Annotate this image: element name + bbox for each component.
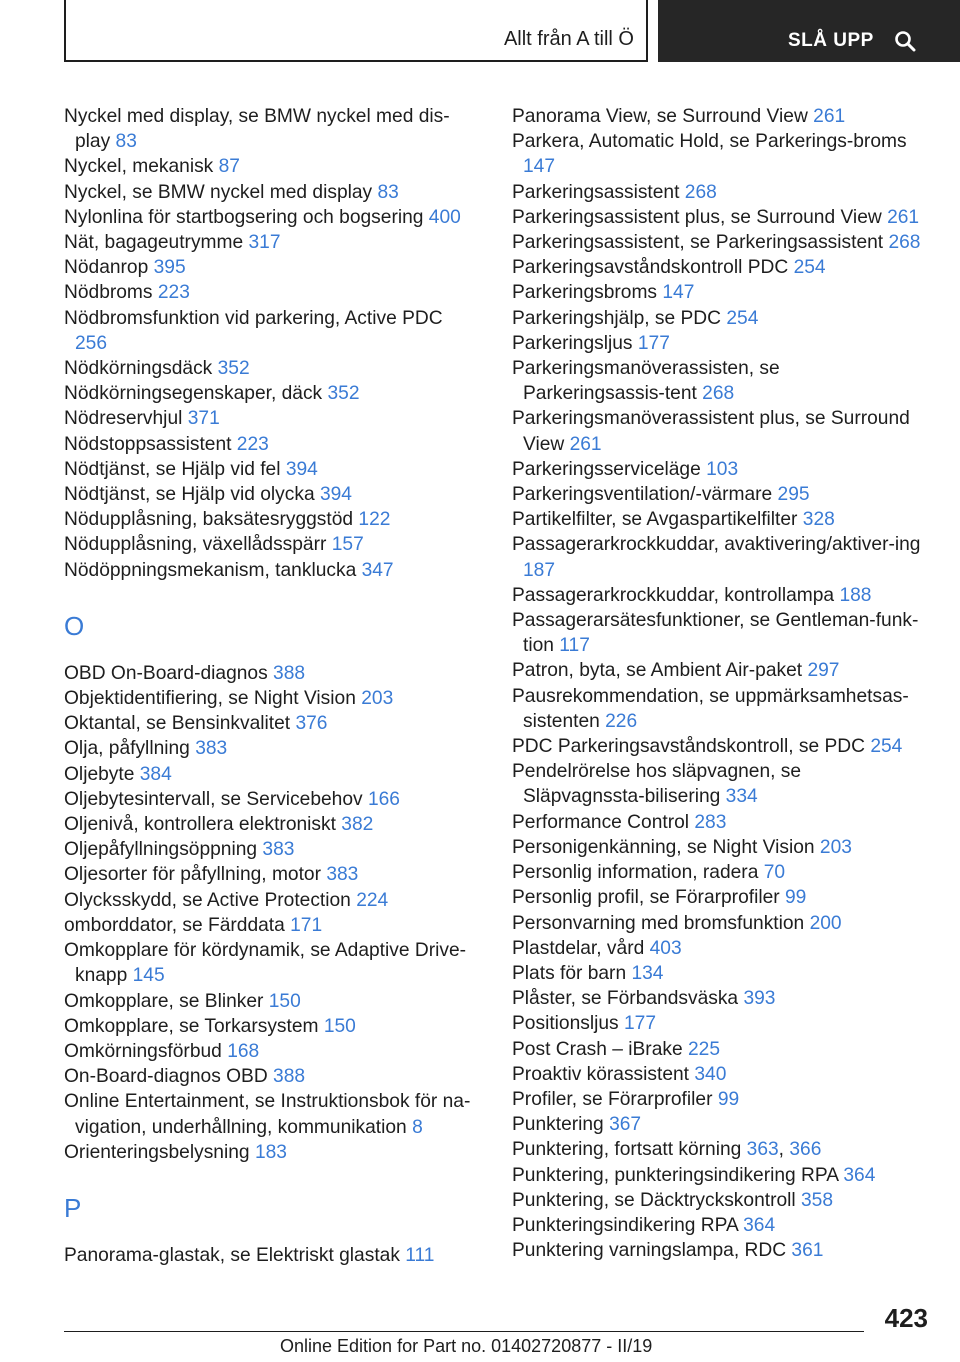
index-entry-text: Panorama View, se Surround View — [512, 106, 808, 127]
index-entry-text: Pausrekommendation, se uppmärksamhetsas-sistenten — [512, 685, 909, 732]
page-link[interactable]: 383 — [262, 839, 295, 861]
index-entry — [64, 913, 474, 938]
index-entry-text: Positionsljus — [512, 1013, 619, 1035]
index-entry-text: Nödupplåsning, baksätesryggstöd — [64, 509, 354, 531]
index-entry-text: Partikelfilter, se Avgaspartikelfilter — [512, 509, 798, 531]
index-entry — [512, 1213, 922, 1238]
page-link[interactable]: 328 — [802, 509, 835, 531]
index-entry-text: Personvarning med bromsfunktion — [512, 912, 805, 934]
index-entry — [64, 532, 474, 557]
index-entry — [64, 482, 474, 507]
index-entry — [64, 507, 474, 532]
index-entry-text: Nödtjänst, se Hjälp vid fel — [64, 458, 281, 480]
index-entry — [512, 306, 922, 331]
index-entry-text: Oljebytesintervall, se Servicebehov — [64, 788, 363, 810]
section-letter: P — [64, 1192, 82, 1223]
index-entry — [64, 230, 474, 255]
index-entry — [64, 938, 474, 988]
index-column-right — [512, 104, 922, 1263]
index-entry-text: Nödkörningsegenskaper, däck — [64, 383, 323, 405]
index-entry-text: Punktering — [512, 1114, 604, 1136]
index-entry-text: Nödöppningsmekanism, tanklucka — [64, 559, 357, 581]
page-link[interactable]: 384 — [139, 763, 172, 785]
section-letter: O — [64, 610, 85, 641]
index-entry-text: Parkera, Automatic Hold, se Parkerings-broms — [512, 131, 907, 153]
page-link[interactable]: 83 — [115, 131, 137, 153]
page-link[interactable]: 99 — [717, 1088, 740, 1110]
index-entry-text: Personigenkänning, se Night Vision — [512, 836, 815, 858]
page-link[interactable]: 224 — [356, 889, 389, 911]
index-entry-text: Plastdelar, vård — [512, 937, 645, 959]
index-entry — [64, 661, 474, 686]
index-entry-text: Nyckel, se BMW nyckel med display — [64, 181, 373, 203]
index-entry — [64, 1089, 474, 1139]
index-entry-text: On-Board-diagnos OBD — [64, 1066, 268, 1088]
index-entry — [64, 154, 474, 179]
page-link[interactable]: 147 — [662, 282, 695, 304]
page-link[interactable]: 388 — [273, 1066, 306, 1088]
index-entry — [512, 1037, 922, 1062]
page-link[interactable]: 317 — [248, 232, 281, 254]
page-link[interactable]: 122 — [358, 509, 391, 531]
page-link[interactable]: 376 — [295, 713, 328, 735]
page-link[interactable]: 171 — [290, 914, 323, 936]
page-link[interactable]: 295 — [777, 484, 810, 506]
index-entry — [512, 507, 922, 532]
page-link[interactable]: 183 — [254, 1141, 287, 1163]
page-link[interactable]: 254 — [793, 257, 826, 279]
page-link[interactable]: 352 — [327, 383, 360, 405]
index-entry — [512, 911, 922, 936]
index-entry-text: Parkeringsavståndskontroll PDC — [512, 257, 789, 279]
page-link[interactable]: 347 — [361, 559, 394, 581]
index-entry-text: Plåster, se Förbandsväska — [512, 988, 739, 1010]
index-entry-text: Parkeringsassistent, se Parkeringsassistent — [512, 232, 884, 254]
index-entry-text: Parkeringsmanöverassistent plus, se Surround View — [512, 408, 910, 455]
page-link[interactable]: 394 — [285, 458, 318, 480]
index-entry — [64, 989, 474, 1014]
page-link[interactable]: 254 — [870, 736, 903, 758]
page-link[interactable]: 200 — [809, 912, 842, 934]
index-entry-text: Punktering, se Däcktryckskontroll — [512, 1189, 796, 1211]
index-entry-text: Oljebyte — [64, 763, 135, 785]
index-entry-text: Panorama-glastak, se Elektriskt glastak — [64, 1244, 400, 1266]
index-entry-text: Omkörningsförbud — [64, 1040, 222, 1062]
index-entry-text: Passagerarkrockkuddar, kontrollampa — [512, 584, 835, 606]
page-link[interactable]: 87 — [218, 156, 240, 178]
index-entry — [512, 255, 922, 280]
page-link[interactable]: 283 — [694, 811, 727, 833]
index-entry-text: Plats för barn — [512, 962, 627, 984]
index-entry-text: Parkeringsventilation/-värmare — [512, 484, 773, 506]
index-entry — [512, 180, 922, 205]
header — [0, 0, 960, 66]
index-entry — [512, 205, 922, 230]
index-entry-text: Nyckel, mekanisk — [64, 156, 214, 178]
page-link[interactable]: 8 — [412, 1116, 423, 1138]
page-link[interactable]: 103 — [706, 458, 739, 480]
page-link[interactable]: 254 — [726, 307, 759, 329]
index-entry — [64, 356, 474, 381]
index-entry — [512, 1188, 922, 1213]
index-entry-text: Parkeringsassistent — [512, 181, 680, 203]
index-entry — [512, 331, 922, 356]
footer-edition: Online Edition for Part no. 01402720877 - II/19 — [280, 1336, 653, 1356]
page-link[interactable]: 261 — [813, 106, 846, 127]
page-link[interactable]: 363 — [746, 1139, 779, 1161]
footer-divider — [64, 1331, 864, 1332]
page-link[interactable]: 157 — [331, 534, 364, 556]
page-link[interactable]: 261 — [887, 206, 920, 228]
index-entry — [64, 180, 474, 205]
index-entry-text: Parkeringsljus — [512, 332, 633, 354]
page-link[interactable]: 340 — [694, 1063, 727, 1085]
page-link[interactable]: 150 — [268, 990, 301, 1012]
index-entry-text: Passagerarsätesfunktioner, se Gentleman-funk-tion — [512, 610, 919, 657]
index-entry — [512, 885, 922, 910]
page-link[interactable]: 117 — [559, 635, 590, 657]
page-link[interactable]: 223 — [157, 282, 190, 304]
index-entry-text: PDC Parkeringsavståndskontroll, se PDC — [512, 736, 865, 758]
index-entry-text: Online Entertainment, se Instruktionsbok för na-vigation, underhållning, kommunikation — [64, 1091, 471, 1138]
index-column-left — [64, 104, 474, 1268]
page-link[interactable]: 145 — [132, 965, 165, 987]
index-entry — [512, 986, 922, 1011]
page-link[interactable]: 371 — [187, 408, 220, 430]
index-entry-text: Parkeringsmanöverassisten, se Parkeringsassis-tent — [512, 358, 780, 405]
index-entry — [64, 104, 474, 154]
page-link[interactable]: 261 — [569, 433, 602, 455]
index-entry — [512, 583, 922, 608]
index-entry-text: omborddator, se Färddata — [64, 914, 285, 936]
page-link[interactable]: 297 — [807, 660, 840, 682]
page-link[interactable]: 364 — [743, 1214, 776, 1236]
index-entry — [512, 129, 922, 179]
index-entry — [64, 711, 474, 736]
index-entry-text: Omkopplare, se Blinker — [64, 990, 264, 1012]
page-link[interactable]: 367 — [609, 1114, 642, 1136]
index-entry — [512, 230, 922, 255]
index-entry — [64, 1039, 474, 1064]
index-entry — [512, 406, 922, 456]
index-entry — [512, 1087, 922, 1112]
index-tab[interactable] — [64, 0, 648, 62]
page-link[interactable]: 111 — [405, 1244, 435, 1266]
index-entry — [64, 558, 474, 583]
index-entry — [64, 787, 474, 812]
page-link[interactable]: 134 — [631, 962, 664, 984]
index-entry-text: Profiler, se Förarprofiler — [512, 1088, 713, 1110]
index-entry-text: Parkeringsassistent plus, se Surround View — [512, 206, 882, 228]
index-entry — [64, 837, 474, 862]
index-entry — [512, 860, 922, 885]
index-entry — [64, 280, 474, 305]
index-entry — [64, 381, 474, 406]
index-entry — [512, 457, 922, 482]
index-entry — [512, 759, 922, 809]
index-entry — [512, 1011, 922, 1036]
page-link[interactable]: 203 — [819, 836, 852, 858]
index-entry: Punktering, fortsatt körning 363, 366 — [512, 1139, 822, 1161]
page-link[interactable]: 403 — [649, 937, 682, 959]
page-link[interactable]: 358 — [801, 1189, 834, 1211]
page-link[interactable]: 99 — [785, 887, 807, 909]
index-entry-text: Parkeringsserviceläge — [512, 458, 701, 480]
index-entry-text: Nylonlina för startbogsering och bogsering — [64, 206, 424, 228]
page-link[interactable]: 383 — [195, 738, 228, 760]
index-entry-text: Omkopplare för kördynamik, se Adaptive Drive-knapp — [64, 940, 467, 987]
index-entry — [64, 255, 474, 280]
page-link[interactable]: 225 — [687, 1038, 720, 1060]
index-entry — [64, 736, 474, 761]
page-link[interactable]: 334 — [725, 786, 758, 808]
search-button-label: SLÅ UPP — [788, 30, 874, 51]
index-entry-text: Nödupplåsning, växellådsspärr — [64, 534, 327, 556]
page-link[interactable]: 150 — [323, 1015, 356, 1037]
index-entry-text: Personlig information, radera — [512, 862, 759, 884]
search-button[interactable] — [658, 0, 960, 62]
index-entry — [64, 306, 474, 356]
page-link[interactable]: 268 — [684, 181, 717, 203]
index-entry — [64, 762, 474, 787]
page-link[interactable]: 268 — [888, 232, 921, 254]
page-number: 423 — [884, 1303, 928, 1333]
index-entry-text: Post Crash – iBrake — [512, 1038, 683, 1060]
page-link[interactable]: 364 — [843, 1164, 876, 1186]
page-link[interactable]: 393 — [743, 988, 776, 1010]
page-link[interactable]: 226 — [605, 710, 638, 732]
index-entry-text: Passagerarkrockkuddar, avaktivering/aktiver-ing — [512, 534, 921, 556]
page-link[interactable]: 203 — [361, 688, 394, 710]
index-entry — [512, 936, 922, 961]
index-entry — [512, 961, 922, 986]
page-link[interactable]: 388 — [273, 662, 306, 684]
index-entry-text: Oktantal, se Bensinkvalitet — [64, 713, 291, 735]
index-entry-text: Nödbromsfunktion vid parkering, Active PDC — [64, 307, 443, 329]
page-link[interactable]: 187 — [523, 559, 556, 581]
index-entry-text: Nödanrop — [64, 257, 149, 279]
index-entry — [64, 457, 474, 482]
index-entry — [512, 1238, 922, 1263]
index-entry-text: Punktering, fortsatt körning — [512, 1139, 742, 1161]
index-entry-text: Omkopplare, se Torkarsystem — [64, 1015, 319, 1037]
index-entry-text: Patron, byta, se Ambient Air-paket — [512, 660, 803, 682]
index-entry — [512, 280, 922, 305]
index-entry — [512, 1062, 922, 1087]
index-entry — [512, 734, 922, 759]
page-link[interactable]: 166 — [367, 788, 400, 810]
index-entry — [512, 104, 922, 129]
index-entry — [512, 1112, 922, 1137]
index-entry-text: Nödreservhjul — [64, 408, 183, 430]
page-link[interactable]: 83 — [377, 181, 399, 203]
index-entry-text: Proaktiv körassistent — [512, 1063, 690, 1085]
index-entry — [64, 406, 474, 431]
page-link[interactable]: 177 — [624, 1013, 657, 1035]
index-entry-text: Punkteringsindikering RPA — [512, 1214, 738, 1236]
index-entry-text: Nät, bagageutrymme — [64, 232, 244, 254]
page-link[interactable]: 256 — [75, 332, 108, 354]
index-entry-text: Parkeringsbroms — [512, 282, 658, 304]
page-link[interactable]: 361 — [791, 1240, 824, 1262]
index-entry-text: Nödkörningsdäck — [64, 358, 213, 380]
index-entry — [64, 1064, 474, 1089]
index-entry — [64, 1014, 474, 1039]
index-entry — [64, 1243, 474, 1268]
index-entry-text: Pendelrörelse hos släpvagnen, se Släpvagnssta-bilisering — [512, 761, 802, 808]
index-entry — [512, 835, 922, 860]
page-link[interactable]: 394 — [319, 484, 352, 506]
index-entry-text: Olja, påfyllning — [64, 738, 190, 760]
index-entry-text: Punktering, punkteringsindikering RPA — [512, 1164, 839, 1186]
page-link[interactable]: 188 — [839, 584, 872, 606]
page-link[interactable]: 382 — [341, 814, 374, 836]
page-link[interactable]: 268 — [702, 383, 735, 405]
index-entry-text: OBD On-Board-diagnos — [64, 662, 268, 684]
index-entry-text: Nödstoppsassistent — [64, 433, 232, 455]
index-entry-text: Oljenivå, kontrollera elektroniskt — [64, 814, 336, 836]
index-entry — [512, 1163, 922, 1188]
page-link[interactable]: 352 — [217, 358, 250, 380]
index-entry-text: Personlig profil, se Förarprofiler — [512, 887, 780, 909]
page-link[interactable]: 395 — [153, 257, 186, 279]
magnifier-icon — [894, 30, 916, 52]
page-link[interactable]: 223 — [236, 433, 269, 455]
index-entry-text: Objektidentifiering, se Night Vision — [64, 688, 356, 710]
index-entry — [64, 686, 474, 711]
index-entry — [512, 482, 922, 507]
index-entry — [512, 356, 922, 406]
index-entry-text: Parkeringshjälp, se PDC — [512, 307, 722, 329]
index-entry — [64, 205, 474, 230]
index-entry-text: Punktering varningslampa, RDC — [512, 1240, 787, 1262]
index-entry-text: Nödbroms — [64, 282, 153, 304]
index-entry-text: Oljesorter för påfyllning, motor — [64, 864, 321, 886]
page-link[interactable]: 383 — [326, 864, 359, 886]
index-entry — [64, 862, 474, 887]
index-entry — [64, 1140, 474, 1165]
index-entry-text: Olycksskydd, se Active Protection — [64, 889, 351, 911]
index-entry — [64, 432, 474, 457]
index-entry — [512, 608, 922, 658]
page-link[interactable]: 147 — [523, 156, 556, 178]
index-entry — [512, 684, 922, 734]
index-entry-text: Nyckel med display, se BMW nyckel med dis-play — [64, 106, 450, 153]
index-tab-label: Allt från A till Ö — [503, 28, 634, 50]
page-link[interactable]: 400 — [428, 206, 461, 228]
index-entry — [512, 532, 922, 582]
page-link[interactable]: 366 — [789, 1139, 822, 1161]
index-entry-text: Orienteringsbelysning — [64, 1141, 250, 1163]
page-link[interactable]: 168 — [227, 1040, 260, 1062]
index-entry — [64, 888, 474, 913]
index-entry-text: Oljepåfyllningsöppning — [64, 839, 258, 861]
index-entry-text: Performance Control — [512, 811, 690, 833]
index-entry — [512, 810, 922, 835]
page-link[interactable]: 177 — [637, 332, 670, 354]
index-entry — [64, 812, 474, 837]
page-link[interactable]: 70 — [763, 862, 786, 884]
index-entry-text: Nödtjänst, se Hjälp vid olycka — [64, 484, 315, 506]
index-entry — [512, 658, 922, 683]
